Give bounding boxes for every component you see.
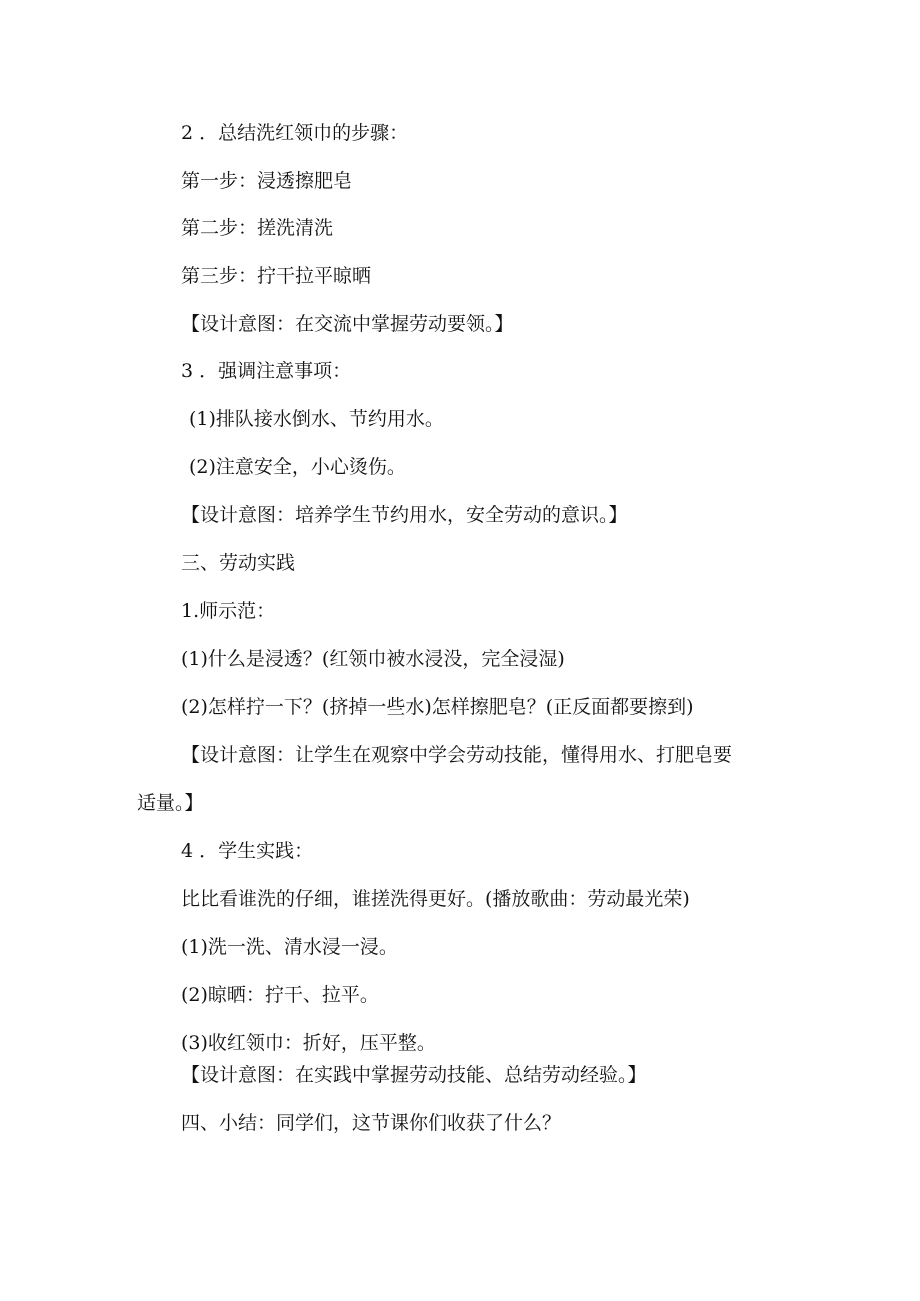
practice-item-3: (3)收红领巾：折好，压平整。 bbox=[181, 1032, 436, 1054]
design-intent-note-3: 【设计意图：让学生在观察中学会劳动技能，懂得用水、打肥皂要 bbox=[181, 744, 733, 766]
step-two-text: 第二步：搓洗清洗 bbox=[181, 217, 334, 239]
practice-item-2: (2)晾晒：拧干、拉平。 bbox=[181, 984, 379, 1006]
precaution-item-2: (2)注意安全，小心烫伤。 bbox=[189, 456, 406, 478]
demo-item-1: (1)什么是浸透？(红领巾被水浸没，完全浸湿) bbox=[181, 648, 565, 670]
demo-item-2: (2)怎样拧一下？(挤掉一些水)怎样擦肥皂？(正反面都要擦到) bbox=[181, 696, 694, 718]
design-intent-note-1: 【设计意图：在交流中掌握劳动要领。】 bbox=[181, 313, 514, 335]
design-intent-note-4: 【设计意图：在实践中掌握劳动技能、总结劳动经验。】 bbox=[181, 1064, 647, 1086]
design-intent-note-3-continued: 适量。】 bbox=[137, 792, 204, 814]
step-three-text: 第三步：拧干拉平晾晒 bbox=[181, 265, 372, 287]
student-practice-heading: 4 ．学生实践： bbox=[181, 840, 314, 862]
practice-intro-text: 比比看谁洗的仔细，谁搓洗得更好。(播放歌曲：劳动最光荣) bbox=[181, 888, 690, 910]
precaution-item-1: (1)排队接水倒水、节约用水。 bbox=[189, 408, 444, 430]
design-intent-note-2: 【设计意图：培养学生节约用水，安全劳动的意识。】 bbox=[181, 504, 628, 526]
summary-heading: 四、小结：同学们，这节课你们收获了什么？ bbox=[181, 1112, 562, 1134]
precautions-heading: 3 ．强调注意事项： bbox=[181, 360, 352, 382]
section-three-heading: 三、劳动实践 bbox=[181, 552, 296, 574]
step-one-text: 第一步：浸透擦肥皂 bbox=[181, 170, 353, 192]
teacher-demo-heading: 1.师示范： bbox=[181, 600, 276, 622]
practice-item-1: (1)洗一洗、清水浸一浸。 bbox=[181, 936, 398, 958]
step-summary-heading: 2 ．总结洗红领巾的步骤： bbox=[181, 122, 409, 144]
